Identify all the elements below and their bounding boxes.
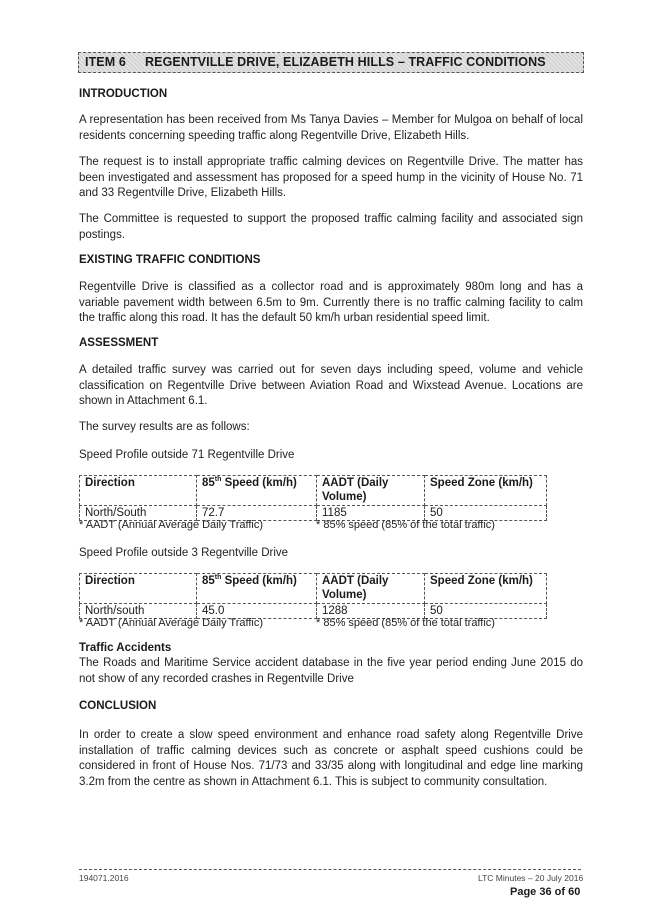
footer-divider [79,869,581,870]
cell-speed-zone: 50 [425,604,547,619]
table-header-row [80,476,547,506]
table-2-caption: Speed Profile outside 3 Regentville Drive [79,547,289,559]
conclusion-paragraph: In order to create a slow speed environment and enhance road safety along Regentville Drive installation of traffic calming devices such as concrete or asphalt speed cushions could be considered in front of House Nos. 71/73 and 33/35 along with longitudinal and edge line marking 3.2m from the centre as shown in Attachment 6.1. This is subject to community consultation. [79,729,583,788]
header-direction: Direction [80,574,197,604]
table-1-caption: Speed Profile outside 71 Regentville Drive [79,449,295,461]
page-number: Page 36 of 60 [510,886,581,898]
header-speed-zone: Speed Zone (km/h) [425,574,547,604]
cell-direction: North/South [80,506,197,521]
footer-reference: 194071.2016 [79,873,129,883]
speed-profile-table-2 [79,573,547,619]
assessment-paragraph-2: The survey results are as follows: [79,421,250,433]
header-aadt: AADT (Daily Volume) [317,574,425,604]
introduction-paragraph-3: The Committee is requested to support the proposed traffic calming facility and associated sign postings. [79,213,583,241]
table-1-note-aadt: * AADT (Annual Average Daily Traffic) [79,519,264,531]
conclusion-heading: CONCLUSION [79,700,157,712]
introduction-paragraph-2: The request is to install appropriate traffic calming devices on Regentville Drive. The matter has been investigated and assessment has proposed for a speed hump in the vicinity of House No. 71 and 33 Regentville Drive, Elizabeth Hills. [79,156,583,199]
cell-direction: North/south [80,604,197,619]
header-direction: Direction [80,476,197,506]
header-85th-speed: 85th Speed (km/h) [197,574,317,604]
cell-speed-zone: 50 [425,506,547,521]
assessment-paragraph-1: A detailed traffic survey was carried out for seven days including speed, volume and vehicle classification on Regentville Drive between Aviation Road and Wixstead Avenue. Locations are shown in Attachment 6.1. [79,364,583,407]
traffic-accidents-paragraph: The Roads and Maritime Service accident database in the five year period ending June 2015 do not show of any recorded crashes in Regentville Drive [79,657,583,685]
introduction-paragraph-1: A representation has been received from Ms Tanya Davies – Member for Mulgoa on behalf of local residents concerning speeding traffic along Regentville Drive, Elizabeth Hills. [79,114,583,142]
traffic-accidents-heading: Traffic Accidents [79,642,172,654]
cell-85th-speed: 45.0 [197,604,317,619]
existing-conditions-heading: EXISTING TRAFFIC CONDITIONS [79,254,261,266]
existing-conditions-paragraph: Regentville Drive is classified as a collector road and is approximately 980m long and has a variable pavement width between 6.5m to 9m. Currently there is no traffic calming facility to calm the traffic along this road. It has the default 50 km/h urban residential speed limit. [79,281,583,324]
header-aadt: AADT (Daily Volume) [317,476,425,506]
header-85th-speed: 85th Speed (km/h) [197,476,317,506]
cell-aadt: 1288 [317,604,425,619]
table-2-note-85th: * 85% speed (85% of the total traffic) [316,617,495,629]
item-header [78,52,584,73]
speed-profile-table-1 [79,475,547,521]
introduction-heading: INTRODUCTION [79,88,168,100]
table-1-note-85th: * 85% speed (85% of the total traffic) [316,519,495,531]
table-2-note-aadt: * AADT (Annual Average Daily Traffic) [79,617,264,629]
item-number: ITEM 6 [85,55,126,69]
footer-document-title: LTC Minutes – 20 July 2016 [478,873,584,883]
table-header-row [80,574,547,604]
item-title: REGENTVILLE DRIVE, ELIZABETH HILLS – TRAFFIC CONDITIONS [145,55,546,69]
cell-85th-speed: 72.7 [197,506,317,521]
cell-aadt: 1185 [317,506,425,521]
assessment-heading: ASSESSMENT [79,337,159,349]
header-speed-zone: Speed Zone (km/h) [425,476,547,506]
